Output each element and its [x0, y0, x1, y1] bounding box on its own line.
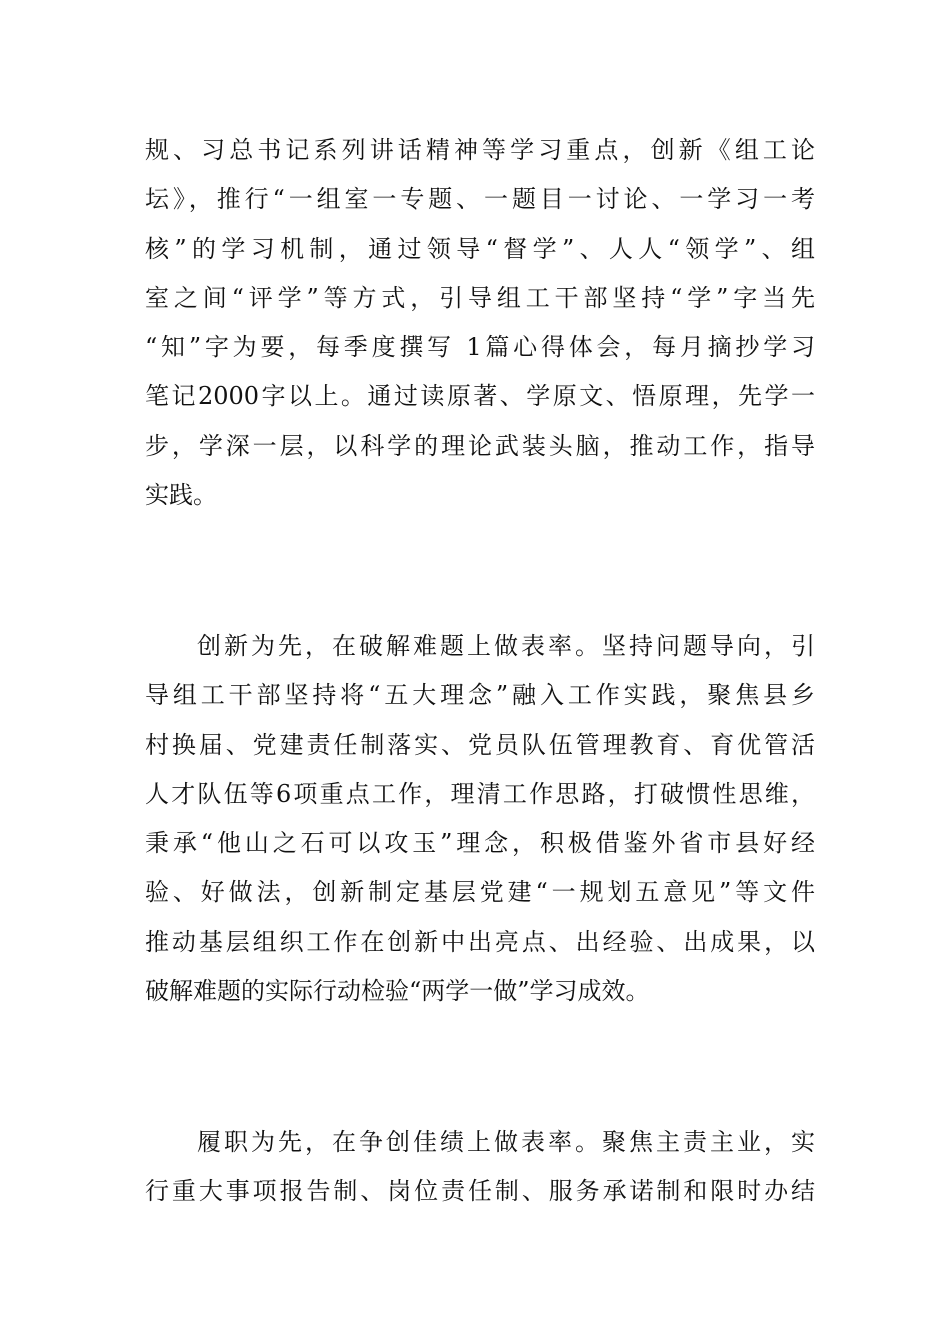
text-line: 村换届、党建责任制落实、党员队伍管理教育、育优管活: [145, 730, 815, 759]
text-line: 室之间“评学”等方式，引导组工干部坚持“学”字当先: [145, 283, 815, 312]
text-line: 规、习总书记系列讲话精神等学习重点，创新《组工论: [145, 136, 815, 164]
text-line: “知”字为要，每季度撰写 1篇心得体会，每月摘抄学习: [145, 333, 815, 362]
paragraph-innovation: [145, 622, 815, 1016]
paragraph-study: [145, 126, 815, 520]
text-line: 步，学深一层，以科学的理论武装头脑，推动工作，指导: [145, 431, 815, 460]
text-line: 笔记2000字以上。通过读原著、学原文、悟原理，先学一: [145, 382, 815, 411]
paragraph-duty: [145, 1118, 815, 1217]
text-line: 实践。: [145, 481, 217, 510]
text-line: 人才队伍等6项重点工作，理清工作思路，打破惯性思维，: [145, 779, 815, 808]
text-line: 秉承“他山之石可以攻玉”理念，积极借鉴外省市县好经: [145, 829, 815, 858]
text-line: 验、好做法，创新制定基层党建“一规划五意见”等文件: [145, 878, 815, 907]
text-line: 行重大事项报告制、岗位责任制、服务承诺制和限时办结: [145, 1177, 815, 1206]
text-line: 破解难题的实际行动检验“两学一做”学习成效。: [145, 977, 650, 1006]
text-line: 导组工干部坚持将“五大理念”融入工作实践，聚焦县乡: [145, 681, 815, 710]
text-line: 推动基层组织工作在创新中出亮点、出经验、出成果，以: [145, 927, 815, 956]
text-line: 履职为先，在争创佳绩上做表率。聚焦主责主业，实: [197, 1128, 815, 1156]
text-line: 创新为先，在破解难题上做表率。坚持问题导向，引: [197, 632, 815, 660]
text-line: 核”的学习机制，通过领导“督学”、人人“领学”、组: [145, 234, 815, 263]
text-line: 坛》，推行“一组室一专题、一题目一讨论、一学习一考: [145, 185, 815, 214]
